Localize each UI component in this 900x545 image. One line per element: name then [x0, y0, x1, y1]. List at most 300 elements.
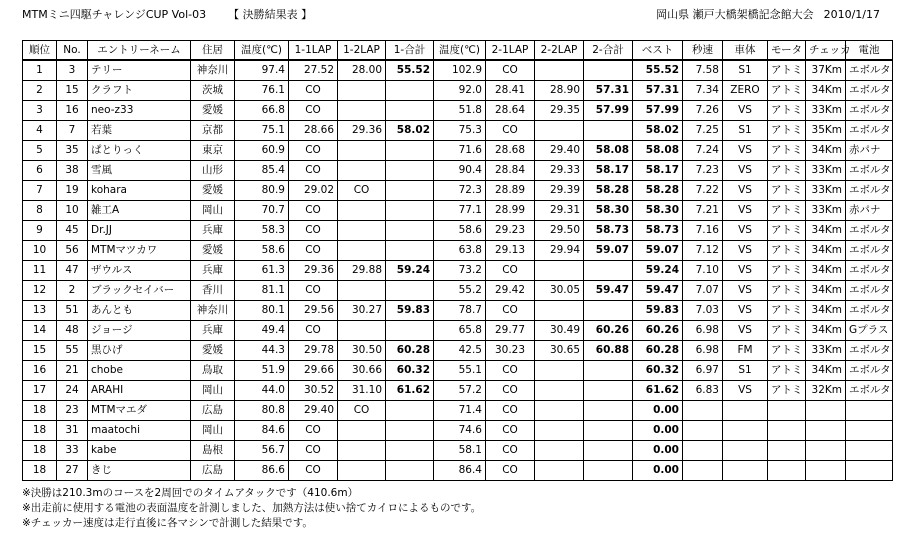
table-cell: VS	[723, 281, 768, 301]
table-cell: 18	[23, 441, 57, 461]
table-cell: ジョージ	[88, 321, 191, 341]
table-cell: 57.99	[584, 101, 633, 121]
table-cell: 29.36	[289, 261, 338, 281]
table-cell: 59.47	[584, 281, 633, 301]
table-cell: 42.5	[434, 341, 486, 361]
table-cell: 3	[57, 60, 88, 81]
table-row	[23, 161, 893, 181]
table-cell	[584, 441, 633, 461]
header-left	[22, 6, 312, 22]
table-cell: 15	[57, 81, 88, 101]
table-cell: 33Km	[806, 181, 846, 201]
table-cell: 31.10	[338, 381, 386, 401]
table-cell: CO	[486, 60, 535, 81]
table-cell: 58.1	[434, 441, 486, 461]
header-right	[656, 6, 880, 22]
table-cell: ザウルス	[88, 261, 191, 281]
table-cell: 29.42	[486, 281, 535, 301]
column-header: 温度(℃)	[434, 41, 486, 61]
table-cell: MTMマエダ	[88, 401, 191, 421]
table-cell	[584, 301, 633, 321]
table-cell: 59.24	[633, 261, 683, 281]
table-cell: 29.02	[289, 181, 338, 201]
table-cell	[535, 401, 584, 421]
table-cell: VS	[723, 181, 768, 201]
table-cell	[386, 221, 434, 241]
table-cell	[535, 461, 584, 481]
result-subtitle: 【 決勝結果表 】	[228, 8, 313, 21]
table-cell: 京都	[191, 121, 235, 141]
table-cell: 6.98	[683, 341, 723, 361]
table-cell: 32Km	[806, 381, 846, 401]
table-row	[23, 281, 893, 301]
table-cell: 29.66	[289, 361, 338, 381]
table-cell: 55.1	[434, 361, 486, 381]
table-cell: 島根	[191, 441, 235, 461]
table-cell: MTMマツカワ	[88, 241, 191, 261]
table-cell	[338, 241, 386, 261]
table-cell	[338, 321, 386, 341]
column-header: ベスト	[633, 41, 683, 61]
table-row	[23, 221, 893, 241]
table-cell: エボルタ	[846, 381, 893, 401]
table-cell: CO	[289, 201, 338, 221]
table-cell: テリー	[88, 60, 191, 81]
table-cell: アトミ	[768, 321, 806, 341]
table-cell: 赤パナ	[846, 141, 893, 161]
table-cell: 59.47	[633, 281, 683, 301]
table-cell: 60.32	[633, 361, 683, 381]
table-cell: 92.0	[434, 81, 486, 101]
table-cell	[584, 381, 633, 401]
table-cell: 58.08	[633, 141, 683, 161]
table-cell: 3	[23, 101, 57, 121]
table-cell: 茨城	[191, 81, 235, 101]
table-cell: 57.31	[584, 81, 633, 101]
table-cell: 岡山	[191, 421, 235, 441]
table-cell: 58.73	[584, 221, 633, 241]
table-cell: 山形	[191, 161, 235, 181]
table-cell: 30.05	[535, 281, 584, 301]
table-row	[23, 301, 893, 321]
table-cell	[338, 281, 386, 301]
table-cell: アトミ	[768, 301, 806, 321]
table-cell: 58.3	[235, 221, 289, 241]
table-cell	[535, 381, 584, 401]
table-cell: 28.84	[486, 161, 535, 181]
table-cell: 71.6	[434, 141, 486, 161]
table-cell	[386, 161, 434, 181]
table-cell: エボルタ	[846, 261, 893, 281]
table-cell: 61.62	[386, 381, 434, 401]
table-cell: CO	[289, 241, 338, 261]
table-cell: エボルタ	[846, 81, 893, 101]
table-cell: 73.2	[434, 261, 486, 281]
table-cell: 24	[57, 381, 88, 401]
table-cell: 60.26	[633, 321, 683, 341]
table-cell: 17	[23, 381, 57, 401]
table-cell	[768, 401, 806, 421]
table-cell: 58.28	[633, 181, 683, 201]
table-cell: 29.94	[535, 241, 584, 261]
table-cell: 48	[57, 321, 88, 341]
table-cell: 34Km	[806, 321, 846, 341]
table-row	[23, 421, 893, 441]
table-cell	[338, 441, 386, 461]
table-cell	[584, 461, 633, 481]
table-cell	[386, 421, 434, 441]
table-cell: 60.26	[584, 321, 633, 341]
table-cell: 44.3	[235, 341, 289, 361]
table-cell: 34Km	[806, 241, 846, 261]
table-cell	[846, 421, 893, 441]
table-cell: アトミ	[768, 81, 806, 101]
table-cell: 10	[23, 241, 57, 261]
table-cell	[723, 461, 768, 481]
table-cell: 71.4	[434, 401, 486, 421]
table-cell: エボルタ	[846, 181, 893, 201]
table-cell	[683, 421, 723, 441]
table-cell: Dr.JJ	[88, 221, 191, 241]
table-cell: kohara	[88, 181, 191, 201]
table-cell: 21	[57, 361, 88, 381]
table-cell: 33Km	[806, 341, 846, 361]
table-cell: 80.8	[235, 401, 289, 421]
table-cell: chobe	[88, 361, 191, 381]
table-cell: 44.0	[235, 381, 289, 401]
table-cell	[386, 401, 434, 421]
table-cell: エボルタ	[846, 361, 893, 381]
table-cell: 58.17	[584, 161, 633, 181]
table-cell: 97.4	[235, 60, 289, 81]
footnotes	[22, 486, 481, 531]
table-cell: 30.52	[289, 381, 338, 401]
table-cell: maatochi	[88, 421, 191, 441]
venue-name: 岡山県 瀬戸大橋架橋記念館大会	[656, 8, 814, 21]
table-cell: 102.9	[434, 60, 486, 81]
table-cell: 雪風	[88, 161, 191, 181]
table-cell: 2	[23, 81, 57, 101]
table-cell: ブラックセイバー	[88, 281, 191, 301]
table-cell: 6.83	[683, 381, 723, 401]
table-cell: 広島	[191, 461, 235, 481]
table-cell: 7.24	[683, 141, 723, 161]
table-cell	[723, 421, 768, 441]
table-cell: 広島	[191, 401, 235, 421]
table-cell: 東京	[191, 141, 235, 161]
table-cell: 30.27	[338, 301, 386, 321]
table-cell: 81.1	[235, 281, 289, 301]
table-cell: 58.73	[633, 221, 683, 241]
table-cell: CO	[486, 381, 535, 401]
table-cell: アトミ	[768, 201, 806, 221]
table-cell: 60.28	[386, 341, 434, 361]
table-cell: 28.41	[486, 81, 535, 101]
table-cell: 雑工A	[88, 201, 191, 221]
table-cell: Gプラス	[846, 321, 893, 341]
table-cell: 29.33	[535, 161, 584, 181]
table-cell: CO	[289, 421, 338, 441]
table-cell: 愛媛	[191, 341, 235, 361]
table-cell: 27	[57, 461, 88, 481]
table-row	[23, 201, 893, 221]
table-cell: 31	[57, 421, 88, 441]
table-cell: 9	[23, 221, 57, 241]
table-cell: 56.7	[235, 441, 289, 461]
table-cell: 兵庫	[191, 261, 235, 281]
table-cell	[535, 121, 584, 141]
table-row	[23, 81, 893, 101]
table-cell: 0.00	[633, 401, 683, 421]
table-cell: 29.39	[535, 181, 584, 201]
table-cell: 55	[57, 341, 88, 361]
table-cell: CO	[289, 101, 338, 121]
table-cell: 29.40	[535, 141, 584, 161]
table-cell: 47	[57, 261, 88, 281]
table-cell: 0.00	[633, 421, 683, 441]
table-cell: 61.62	[633, 381, 683, 401]
table-cell: アトミ	[768, 60, 806, 81]
table-cell: 7.12	[683, 241, 723, 261]
table-cell	[338, 201, 386, 221]
table-cell	[683, 441, 723, 461]
table-cell: 60.32	[386, 361, 434, 381]
event-date: 2010/1/17	[823, 8, 880, 21]
table-cell: 77.1	[434, 201, 486, 221]
table-cell	[386, 141, 434, 161]
table-cell: 75.3	[434, 121, 486, 141]
table-row	[23, 361, 893, 381]
table-cell: 岡山	[191, 201, 235, 221]
table-cell: 58.02	[633, 121, 683, 141]
table-cell: 57.31	[633, 81, 683, 101]
table-cell: 18	[23, 401, 57, 421]
table-cell: 2	[57, 281, 88, 301]
table-row	[23, 401, 893, 421]
table-cell	[584, 121, 633, 141]
column-header: チェッカ	[806, 41, 846, 61]
table-cell: アトミ	[768, 161, 806, 181]
table-cell: 7.26	[683, 101, 723, 121]
table-cell	[806, 401, 846, 421]
table-cell: 愛媛	[191, 181, 235, 201]
table-cell	[338, 141, 386, 161]
table-cell: アトミ	[768, 281, 806, 301]
table-cell: 愛媛	[191, 101, 235, 121]
table-cell: neo-z33	[88, 101, 191, 121]
table-cell: 19	[57, 181, 88, 201]
table-cell: 香川	[191, 281, 235, 301]
table-cell: 7.22	[683, 181, 723, 201]
table-cell: ZERO	[723, 81, 768, 101]
table-cell: 18	[23, 461, 57, 481]
table-cell: 29.77	[486, 321, 535, 341]
table-cell: 33Km	[806, 201, 846, 221]
footnote: ※チェッカー速度は走行直後に各マシンで計測した結果です。	[22, 517, 313, 529]
table-cell: アトミ	[768, 121, 806, 141]
table-cell: 86.4	[434, 461, 486, 481]
table-cell	[338, 161, 386, 181]
table-cell	[683, 461, 723, 481]
table-cell: 7.16	[683, 221, 723, 241]
table-cell	[584, 401, 633, 421]
table-cell: 神奈川	[191, 301, 235, 321]
table-cell: CO	[289, 441, 338, 461]
table-cell: 59.07	[584, 241, 633, 261]
table-cell: アトミ	[768, 141, 806, 161]
column-header: 電池	[846, 41, 893, 61]
column-header: 1-合計	[386, 41, 434, 61]
table-cell	[584, 421, 633, 441]
table-cell: 7.10	[683, 261, 723, 281]
table-cell: 72.3	[434, 181, 486, 201]
table-cell: 岡山	[191, 381, 235, 401]
table-cell: VS	[723, 101, 768, 121]
table-row	[23, 341, 893, 361]
table-cell: 84.6	[235, 421, 289, 441]
table-cell	[535, 301, 584, 321]
table-cell: 85.4	[235, 161, 289, 181]
table-cell: 58.17	[633, 161, 683, 181]
table-row	[23, 381, 893, 401]
table-cell: CO	[486, 421, 535, 441]
table-cell: 7.25	[683, 121, 723, 141]
results-table	[22, 40, 893, 481]
table-cell: 29.35	[535, 101, 584, 121]
table-cell: 35Km	[806, 121, 846, 141]
table-cell: CO	[289, 281, 338, 301]
table-cell	[584, 60, 633, 81]
table-cell	[535, 421, 584, 441]
table-cell: 60.88	[584, 341, 633, 361]
table-cell: クラフト	[88, 81, 191, 101]
table-cell: 38	[57, 161, 88, 181]
table-cell: 30.66	[338, 361, 386, 381]
table-cell	[535, 261, 584, 281]
column-header: 車体	[723, 41, 768, 61]
table-row	[23, 60, 893, 81]
table-cell: 7	[23, 181, 57, 201]
table-cell	[846, 461, 893, 481]
table-cell: 若葉	[88, 121, 191, 141]
table-cell: 0.00	[633, 461, 683, 481]
table-cell	[338, 101, 386, 121]
table-cell: 29.50	[535, 221, 584, 241]
table-cell: ぱとりっく	[88, 141, 191, 161]
table-cell: VS	[723, 241, 768, 261]
column-header: 秒速	[683, 41, 723, 61]
table-cell: 90.4	[434, 161, 486, 181]
table-cell: 7.21	[683, 201, 723, 221]
table-cell: エボルタ	[846, 281, 893, 301]
column-header: 2-1LAP	[486, 41, 535, 61]
table-cell: 13	[23, 301, 57, 321]
table-cell: 58.02	[386, 121, 434, 141]
table-cell	[768, 421, 806, 441]
table-cell: エボルタ	[846, 221, 893, 241]
table-cell: 51	[57, 301, 88, 321]
table-cell	[386, 101, 434, 121]
table-cell: エボルタ	[846, 161, 893, 181]
table-cell: 35	[57, 141, 88, 161]
table-cell: 5	[23, 141, 57, 161]
table-cell: アトミ	[768, 101, 806, 121]
table-cell: 7	[57, 121, 88, 141]
table-cell: アトミ	[768, 181, 806, 201]
table-cell: 29.78	[289, 341, 338, 361]
table-cell	[806, 441, 846, 461]
table-cell	[386, 241, 434, 261]
table-cell: 28.68	[486, 141, 535, 161]
table-cell: 59.07	[633, 241, 683, 261]
table-row	[23, 461, 893, 481]
table-cell: 15	[23, 341, 57, 361]
table-cell: 58.08	[584, 141, 633, 161]
table-cell: 33Km	[806, 161, 846, 181]
table-cell	[806, 461, 846, 481]
table-cell: 56	[57, 241, 88, 261]
table-cell	[683, 401, 723, 421]
table-cell: アトミ	[768, 261, 806, 281]
table-cell: 4	[23, 121, 57, 141]
table-cell	[584, 261, 633, 281]
table-cell	[806, 421, 846, 441]
column-header: 1-1LAP	[289, 41, 338, 61]
table-cell: 63.8	[434, 241, 486, 261]
table-cell: きじ	[88, 461, 191, 481]
column-header: エントリーネーム	[88, 41, 191, 61]
table-cell	[338, 81, 386, 101]
table-cell: 58.6	[235, 241, 289, 261]
table-cell: 16	[23, 361, 57, 381]
table-cell: エボルタ	[846, 60, 893, 81]
table-cell: エボルタ	[846, 241, 893, 261]
table-cell: 16	[57, 101, 88, 121]
table-cell	[535, 361, 584, 381]
table-cell	[386, 181, 434, 201]
table-cell: 28.89	[486, 181, 535, 201]
table-cell: 37Km	[806, 60, 846, 81]
table-cell: 23	[57, 401, 88, 421]
table-cell: 78.7	[434, 301, 486, 321]
table-cell	[768, 461, 806, 481]
table-cell: アトミ	[768, 341, 806, 361]
table-cell: 18	[23, 421, 57, 441]
table-cell: 6	[23, 161, 57, 181]
table-cell: 57.99	[633, 101, 683, 121]
table-cell: アトミ	[768, 381, 806, 401]
table-cell: 75.1	[235, 121, 289, 141]
table-cell: エボルタ	[846, 301, 893, 321]
table-cell: 34Km	[806, 221, 846, 241]
table-cell: 80.9	[235, 181, 289, 201]
table-cell: 86.6	[235, 461, 289, 481]
table-cell: CO	[486, 441, 535, 461]
table-cell: 神奈川	[191, 60, 235, 81]
table-header-row	[23, 41, 893, 61]
table-cell: VS	[723, 301, 768, 321]
table-cell: 58.6	[434, 221, 486, 241]
table-cell: 65.8	[434, 321, 486, 341]
table-cell: VS	[723, 161, 768, 181]
table-cell: 30.50	[338, 341, 386, 361]
table-cell: 兵庫	[191, 221, 235, 241]
table-cell: アトミ	[768, 361, 806, 381]
table-cell: 6.97	[683, 361, 723, 381]
table-cell: 55.52	[633, 60, 683, 81]
table-cell: 赤パナ	[846, 201, 893, 221]
table-cell: 59.24	[386, 261, 434, 281]
